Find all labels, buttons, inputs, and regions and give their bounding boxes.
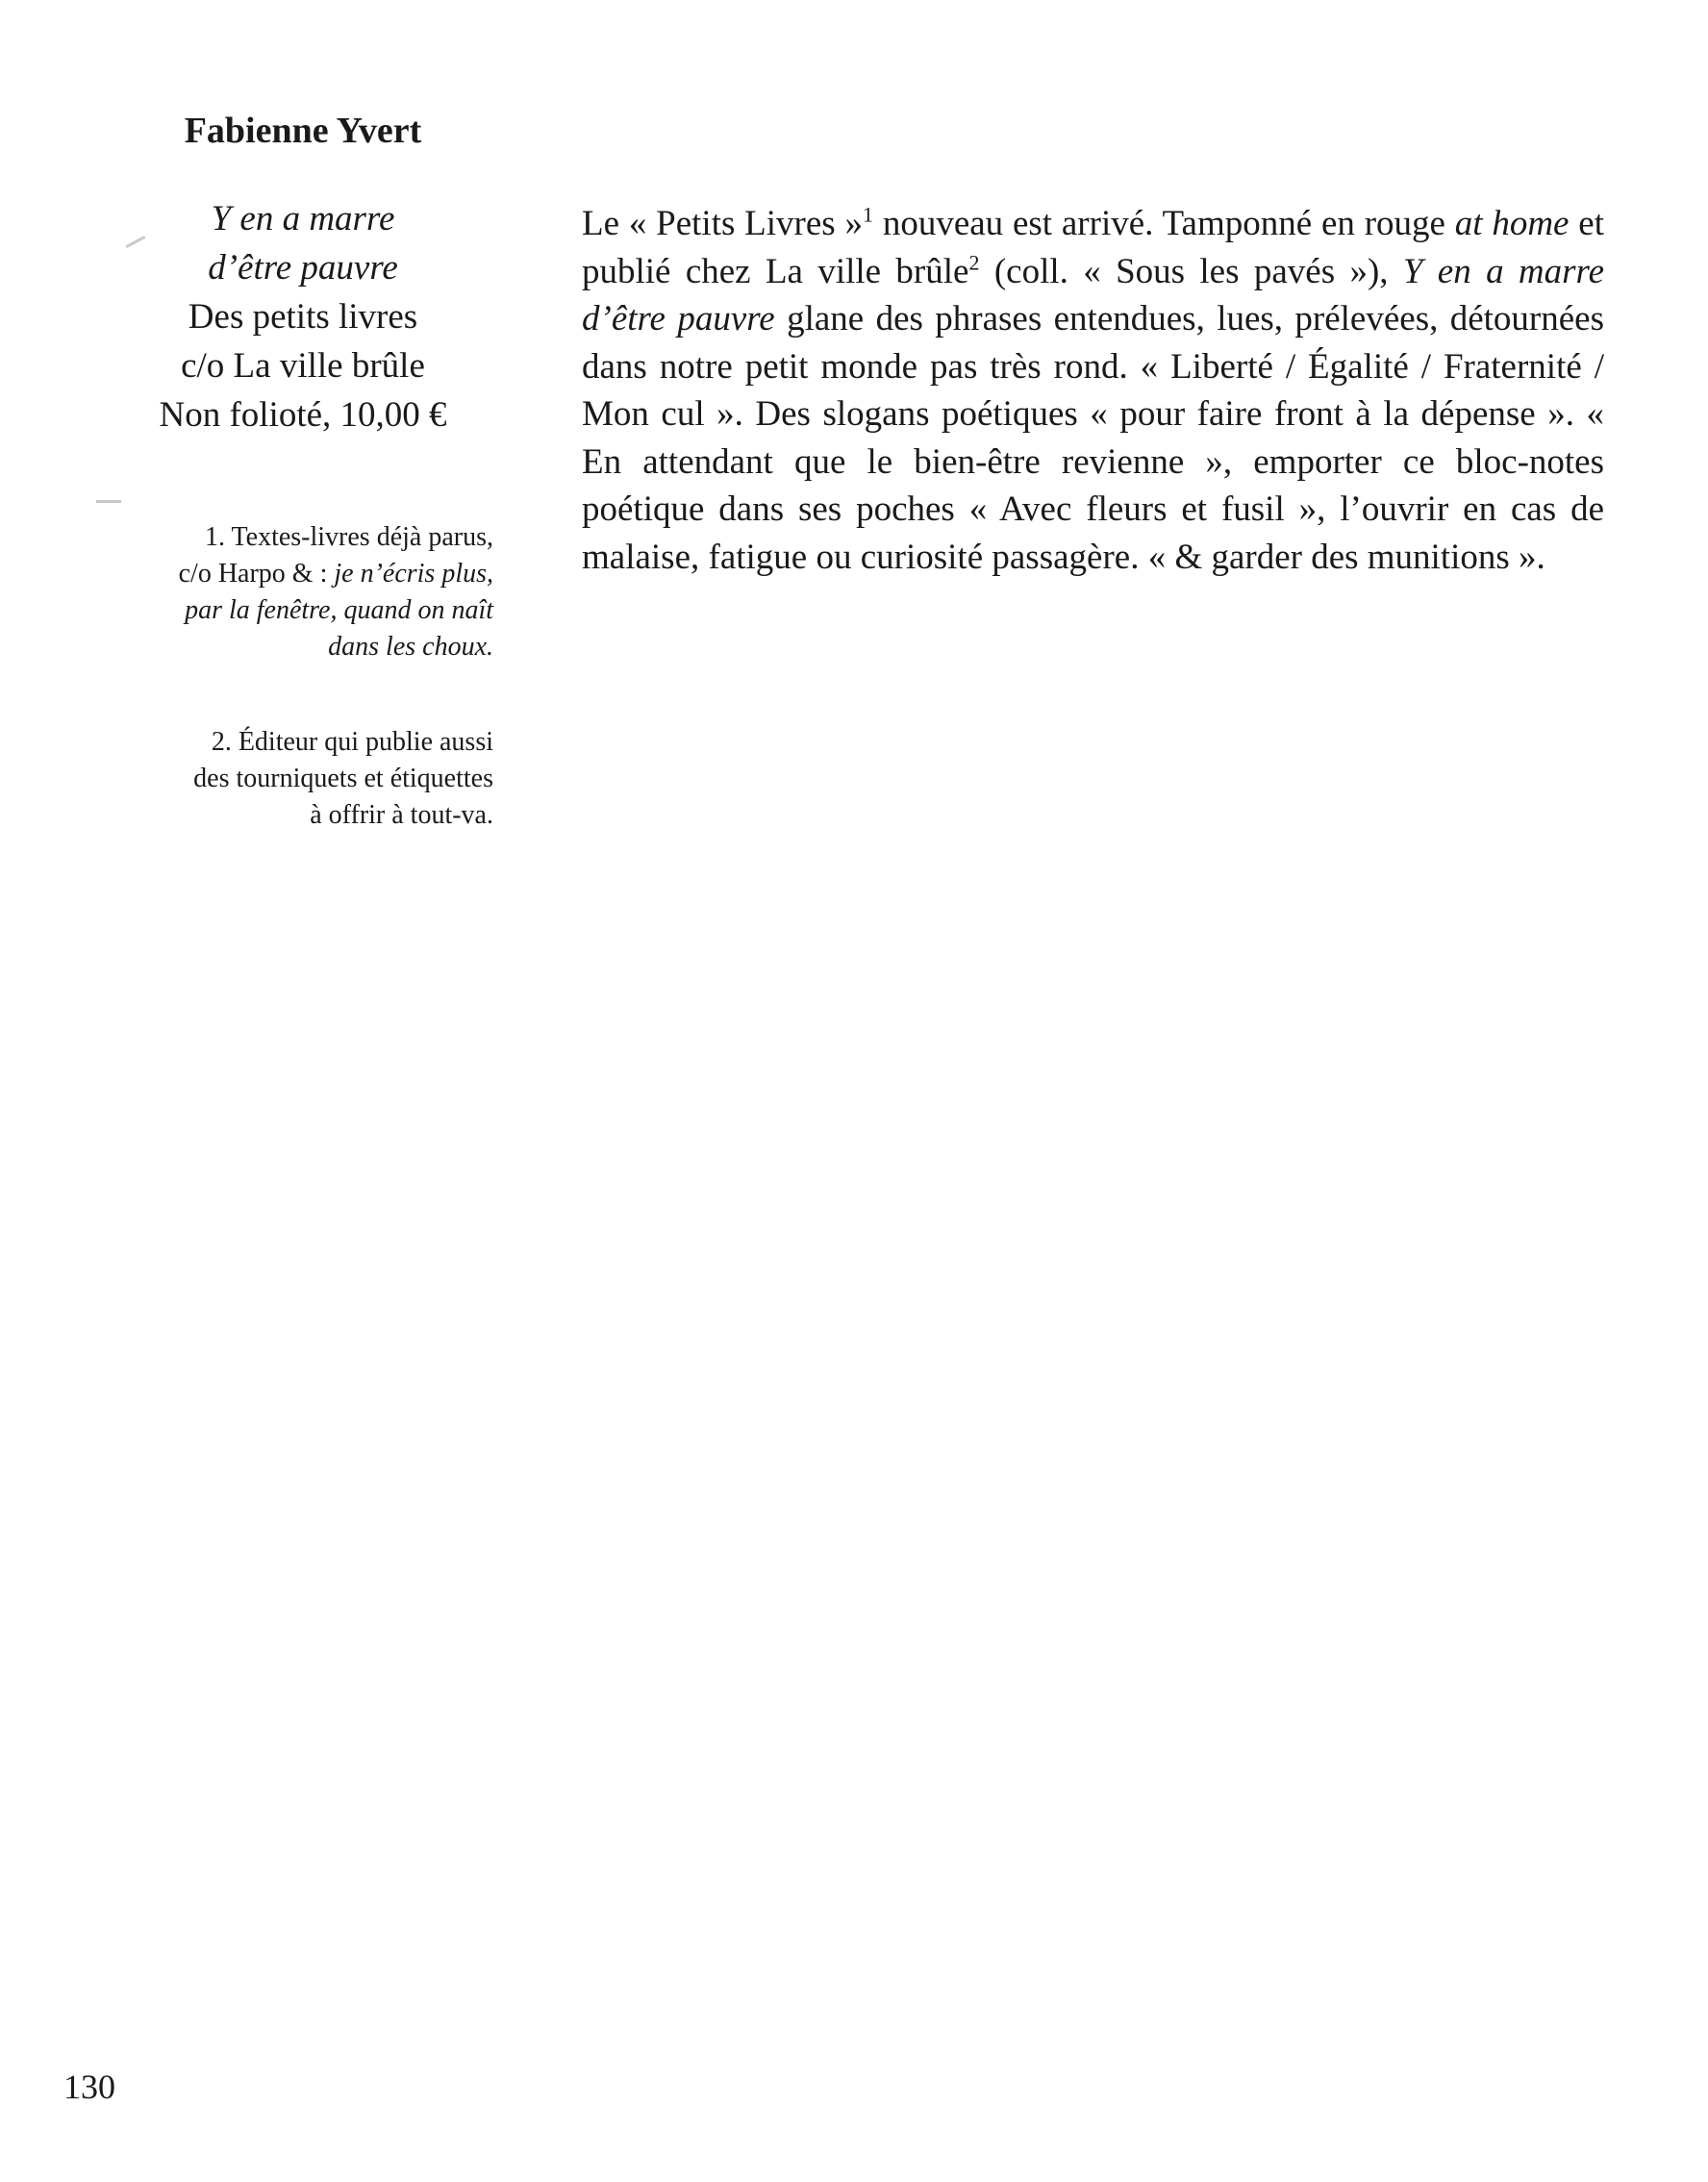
- author-name: Fabienne Yvert: [184, 111, 422, 151]
- footnote-2: [80, 724, 493, 834]
- book-series: Des petits livres: [188, 297, 418, 337]
- review-body: [582, 200, 1604, 581]
- book-reference: [115, 194, 490, 439]
- book-title-line-1: Y en a marre: [211, 199, 395, 238]
- review-text: (coll. « Sous les pavés »),: [979, 251, 1403, 291]
- footnote-2-line: 2. Éditeur qui publie aussi: [211, 727, 493, 757]
- review-text: nouveau est arrivé. Tamponné en rouge: [873, 204, 1455, 243]
- book-publisher: c/o La ville brûle: [181, 346, 425, 386]
- footnote-1-italic-title: par la fenêtre, quand on naît: [185, 595, 493, 625]
- page-number: 130: [63, 2068, 115, 2106]
- review-italic-phrase: at home: [1454, 204, 1570, 243]
- footnote-1: [80, 519, 493, 665]
- review-text: Le « Petits Livres »: [582, 204, 864, 243]
- footnote-2-line: des tourniquets et étiquettes: [193, 764, 493, 793]
- footnote-ref-2: 2: [968, 250, 980, 275]
- footnote-1-text: c/o Harpo & :: [178, 559, 335, 589]
- footnote-1-italic-title: dans les choux.: [328, 632, 493, 662]
- review-text: et publié chez La ville brûle: [582, 204, 1604, 291]
- scan-mark: [96, 500, 121, 503]
- book-price: Non folioté, 10,00 €: [159, 395, 447, 435]
- book-title-line-2: d’être pauvre: [208, 248, 398, 288]
- footnote-2-line: à offrir à tout-va.: [310, 800, 493, 830]
- review-text: glane des phrases entendues, lues, prélevées, détournées dans notre petit monde pas très rond. « Liberté / Égalité / Fraternité / Mon cul ». Des slogans poétiques « pour faire front à la dépense ». « En attendant que le bien-être revienne », emporter ce bloc-notes poétique dans ses poches « Avec fleurs et fusil », l’ouvrir en cas de malaise, fatigue ou curiosité passagère. « & garder des munitions ».: [582, 299, 1604, 577]
- footnote-1-line: [80, 556, 493, 592]
- footnote-1-italic-title: je n’écris plus,: [334, 559, 493, 589]
- footnote-1-line: 1. Textes-livres déjà parus,: [205, 522, 493, 552]
- review-book-title: Y en a marre d’être pauvre: [582, 251, 1604, 339]
- footnote-ref-1: 1: [863, 202, 874, 227]
